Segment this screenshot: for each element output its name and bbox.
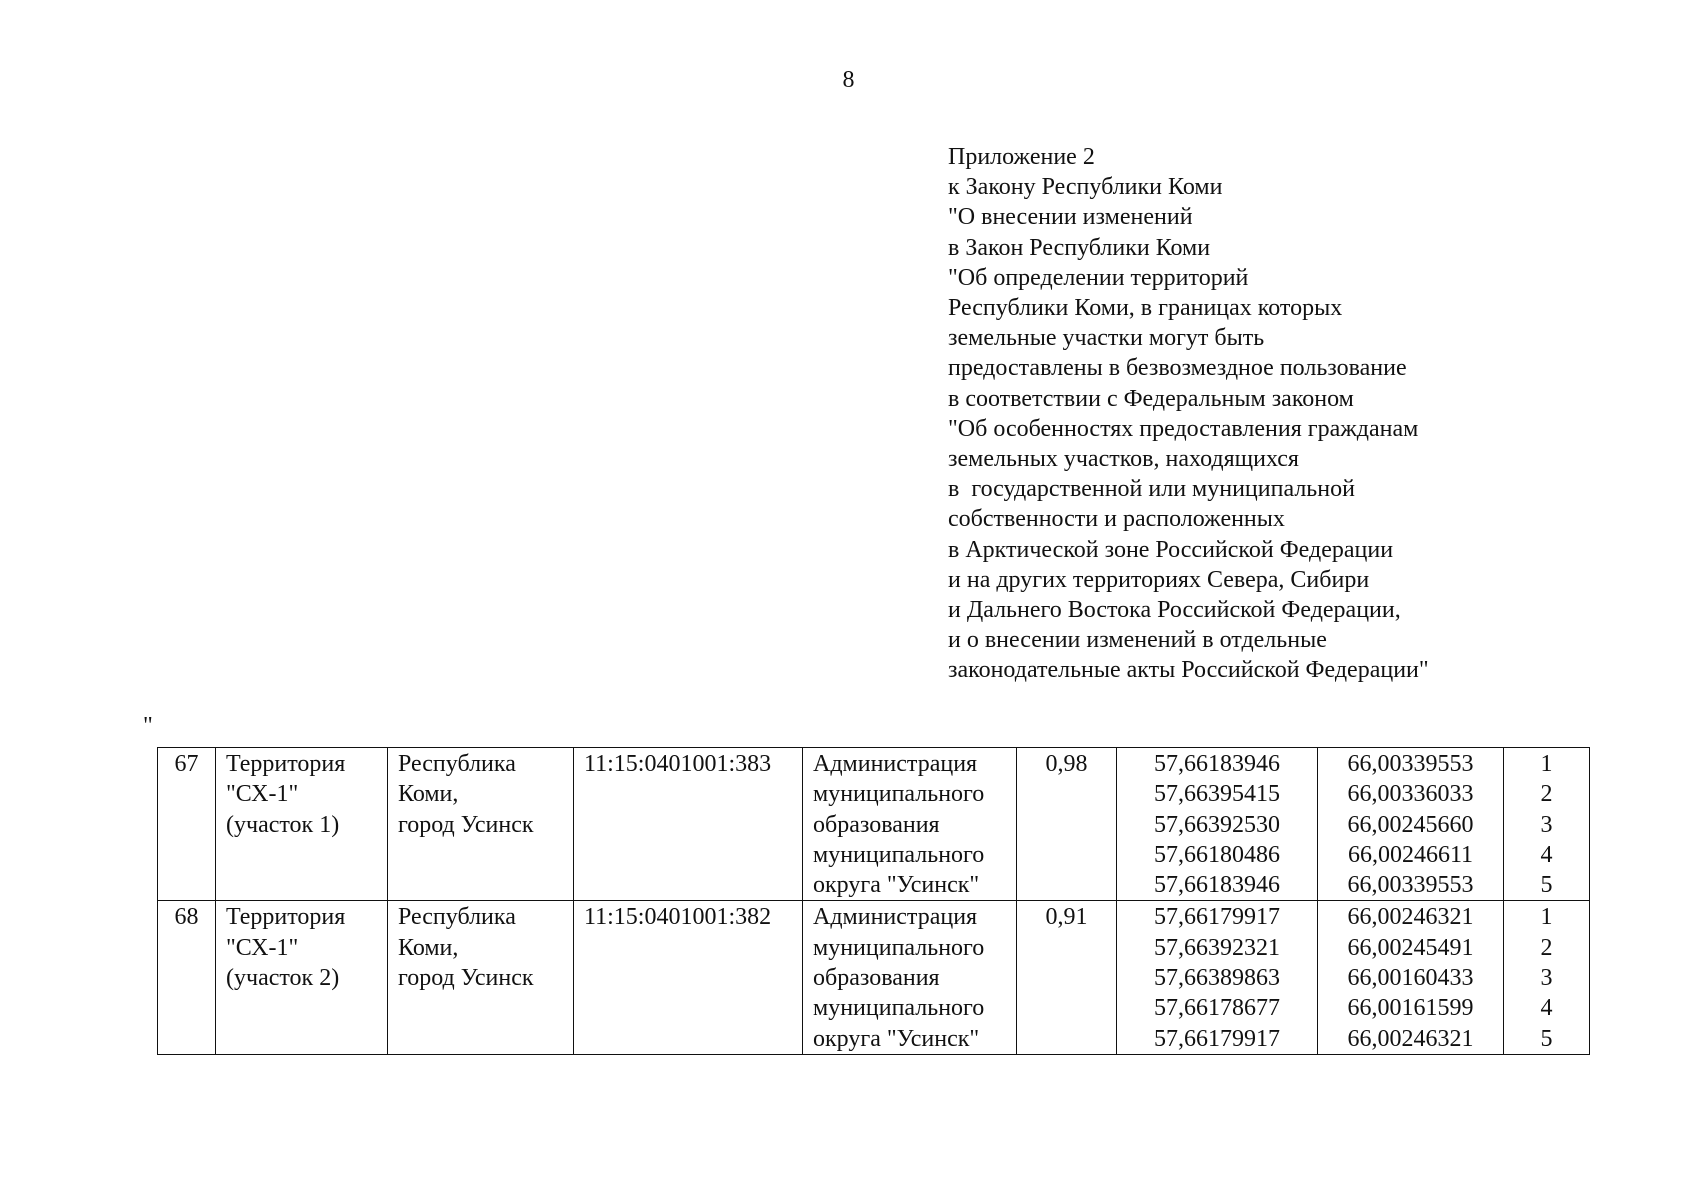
longitude-value: 66,00245491 [1347,934,1474,961]
latitude-value: 57,66389863 [1154,965,1280,992]
territory-line: (участок 1) [226,811,340,838]
appendix-line: земельных участков, находящихся [948,446,1299,473]
administration-line: Администрация [813,904,978,931]
administration-line: образования [813,811,940,838]
latitude-value: 57,66392530 [1154,811,1280,838]
longitude-value: 66,00246321 [1347,904,1474,931]
administration-line: муниципального [813,781,985,808]
latitude-value: 57,66183946 [1154,872,1280,899]
point-number: 3 [1540,811,1553,838]
appendix-line: собственности и расположенных [948,506,1285,533]
latitude-value: 57,66395415 [1154,781,1280,808]
opening-quote: " [143,713,153,739]
area-cell [1017,901,1117,1054]
latitude-value: 57,66180486 [1154,841,1280,868]
appendix-line: к Закону Республики Коми [948,174,1223,201]
location-line: Коми, [398,934,459,961]
point-number: 5 [1540,872,1553,899]
appendix-line: в соответствии с Федеральным законом [948,385,1354,412]
appendix-line: и Дальнего Востока Российской Федерации, [948,597,1401,624]
area-value: 0,98 [1045,751,1088,777]
appendix-line: "Об особенностях предоставления гражданам [948,415,1419,442]
appendix-line: в Арктической зоне Российской Федерации [948,536,1394,563]
page-number: 8 [842,67,855,93]
point-number: 2 [1540,781,1553,808]
administration-cell [803,901,1017,1054]
appendix-heading [948,142,1648,686]
cadastral-cell [574,748,803,901]
appendix-line: законодательные акты Российской Федерации" [948,657,1429,684]
latitude-value: 57,66178677 [1154,995,1280,1022]
cadastral-cell [574,901,803,1054]
administration-line: округа "Усинск" [813,1025,980,1052]
latitude-value: 57,66183946 [1154,751,1280,777]
table-row [158,901,1590,1054]
longitude-value: 66,00336033 [1347,781,1474,808]
administration-line: муниципального [813,995,985,1022]
location-cell [388,901,574,1054]
latitude-cell [1117,901,1318,1054]
longitude-value: 66,00339553 [1347,872,1474,899]
territory-line: "СХ-1" [226,781,299,808]
appendix-line: Приложение 2 [948,144,1095,170]
point-number-cell [1504,901,1590,1054]
longitude-value: 66,00246321 [1347,1025,1474,1052]
territory-cell [216,901,388,1054]
area-value: 0,91 [1045,904,1088,931]
appendix-line: в государственной или муниципальной [948,476,1355,503]
point-number: 3 [1540,965,1553,992]
appendix-line: "Об определении территорий [948,264,1249,291]
longitude-value: 66,00245660 [1347,811,1474,838]
location-line: Республика [398,904,516,931]
point-number: 4 [1540,995,1553,1022]
longitude-value: 66,00160433 [1347,965,1474,992]
point-number: 4 [1540,841,1553,868]
row-number: 67 [174,751,199,777]
land-plots-table [157,747,1590,1055]
territory-line: Территория [226,904,346,931]
longitude-cell [1318,748,1504,901]
location-cell [388,748,574,901]
administration-cell [803,748,1017,901]
administration-line: муниципального [813,934,985,961]
point-number: 2 [1540,934,1553,961]
territory-cell [216,748,388,901]
row-number-cell [158,901,216,1054]
row-number: 68 [174,904,199,931]
administration-line: округа "Усинск" [813,872,980,899]
territory-line: (участок 2) [226,965,340,992]
appendix-line: предоставлены в безвозмездное пользование [948,355,1407,382]
appendix-line: Республики Коми, в границах которых [948,295,1343,322]
location-line: Коми, [398,781,459,808]
cadastral-number: 11:15:0401001:382 [584,904,772,931]
latitude-value: 57,66179917 [1154,1025,1280,1052]
point-number-cell [1504,748,1590,901]
latitude-value: 57,66392321 [1154,934,1280,961]
area-cell [1017,748,1117,901]
point-number: 1 [1540,904,1553,931]
longitude-value: 66,00339553 [1347,751,1474,777]
row-number-cell [158,748,216,901]
longitude-value: 66,00161599 [1347,995,1474,1022]
appendix-line: и на других территориях Севера, Сибири [948,566,1370,593]
longitude-value: 66,00246611 [1347,841,1474,868]
point-number: 5 [1540,1025,1553,1052]
administration-line: образования [813,965,940,992]
cadastral-number: 11:15:0401001:383 [584,751,772,777]
point-number: 1 [1540,751,1553,777]
appendix-line: в Закон Республики Коми [948,234,1211,261]
location-line: город Усинск [398,811,534,838]
table-row [158,748,1590,901]
administration-line: Администрация [813,751,978,777]
appendix-line: "О внесении изменений [948,204,1193,231]
territory-line: "СХ-1" [226,934,299,961]
latitude-cell [1117,748,1318,901]
latitude-value: 57,66179917 [1154,904,1280,931]
appendix-line: и о внесении изменений в отдельные [948,627,1327,654]
territory-line: Территория [226,751,346,777]
location-line: Республика [398,751,516,777]
appendix-line: земельные участки могут быть [948,325,1265,352]
administration-line: муниципального [813,841,985,868]
location-line: город Усинск [398,965,534,992]
longitude-cell [1318,901,1504,1054]
